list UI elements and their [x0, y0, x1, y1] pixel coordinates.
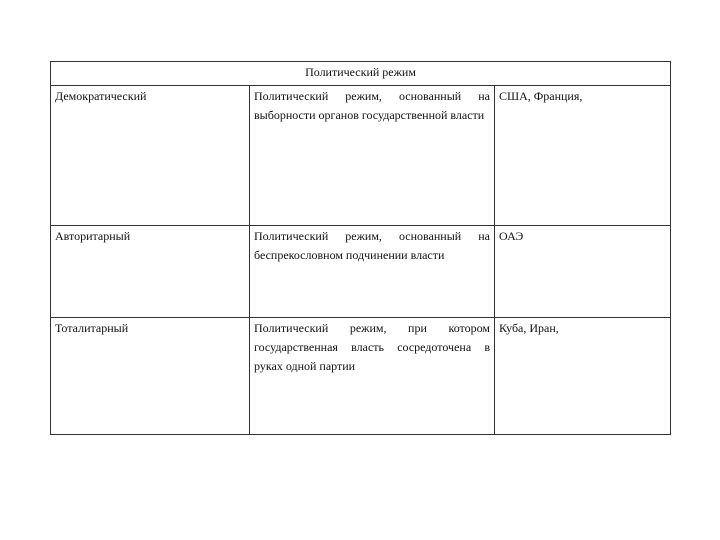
regime-name-cell: Тоталитарный [51, 318, 250, 435]
regime-definition-cell: Политический режим, основанный на выборности органов государственной власти [250, 86, 495, 226]
regime-examples-cell: ОАЭ [495, 226, 671, 318]
regime-name-cell: Демократический [51, 86, 250, 226]
regime-examples-cell: США, Франция, [495, 86, 671, 226]
table-header: Политический режим [51, 62, 671, 86]
table-row [51, 86, 671, 226]
table-row [51, 318, 671, 435]
regime-definition-cell: Политический режим, основанный на беспрекословном подчинении власти [250, 226, 495, 318]
regime-examples-cell: Куба, Иран, [495, 318, 671, 435]
regime-name-cell: Авторитарный [51, 226, 250, 318]
table-row [51, 226, 671, 318]
table-header-row [51, 62, 671, 86]
regime-definition-cell: Политический режим, при котором государственная власть сосредоточена в руках одной партии [250, 318, 495, 435]
regime-table [50, 61, 671, 435]
